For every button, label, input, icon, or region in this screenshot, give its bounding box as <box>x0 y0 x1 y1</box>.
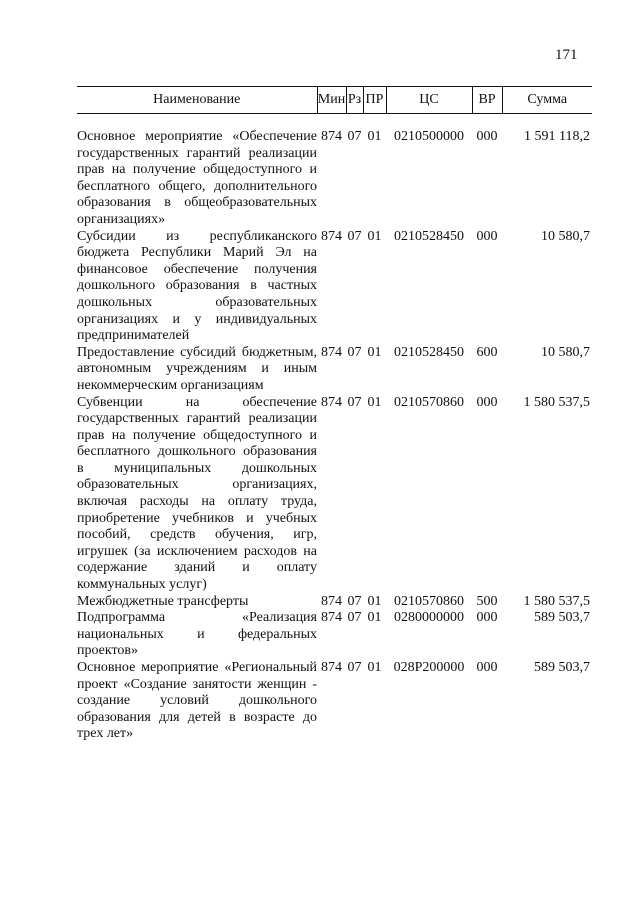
cell-min: 874 <box>321 394 342 410</box>
cell-name: Субсидии из республиканского бюджета Республики Марий Эл на финансовое обеспечение получения дошкольного образования в частных дошкольных образовательных организациях и у индивидуальных предпринимателей <box>77 228 317 344</box>
cell-cs: 0210528450 <box>394 344 464 360</box>
cell-vr: 000 <box>476 129 498 144</box>
table-row <box>77 129 592 229</box>
table-body <box>77 114 592 743</box>
table-row <box>77 594 592 611</box>
cell-cs: 0280000000 <box>394 610 464 626</box>
cell-rz: 07 <box>347 228 362 244</box>
cell-min: 874 <box>321 610 342 626</box>
cell-pr: 01 <box>367 593 382 609</box>
cell-vr: 000 <box>476 394 498 410</box>
cell-cs: 0210500000 <box>394 129 464 144</box>
cell-pr: 01 <box>367 344 382 360</box>
cell-sum: 10 580,7 <box>541 344 590 360</box>
cell-min: 874 <box>321 228 342 244</box>
header-pr: ПР <box>363 87 386 114</box>
cell-sum: 589 503,7 <box>534 660 590 675</box>
budget-table <box>77 86 592 743</box>
cell-rz: 07 <box>347 394 362 410</box>
cell-sum: 589 503,7 <box>534 610 590 626</box>
cell-name: Предоставление субсидий бюджетным, автономным учреждениям и иным некоммерческим организациям <box>77 344 317 393</box>
header-rz: Рз <box>346 87 363 114</box>
cell-name: Основное мероприятие «Региональный проект «Создание занятости женщин - создание условий дошкольного образования для детей в возрасте до трех лет» <box>77 660 317 742</box>
spacer-cell <box>77 114 592 130</box>
cell-vr: 000 <box>476 610 498 626</box>
spacer-row <box>77 114 592 130</box>
cell-min: 874 <box>321 129 342 144</box>
cell-cs: 028P200000 <box>393 660 465 675</box>
cell-cs: 0210570860 <box>394 593 464 609</box>
cell-min: 874 <box>321 593 342 609</box>
cell-rz: 07 <box>347 593 362 609</box>
cell-vr: 500 <box>476 593 498 609</box>
cell-sum: 1 580 537,5 <box>523 394 590 410</box>
cell-cs: 0210528450 <box>394 228 464 244</box>
cell-pr: 01 <box>367 228 382 244</box>
cell-name: Субвенции на обеспечение государственных гарантий реализации прав на получение общедоступного и бесплатного дошкольного образования в муниципальных дошкольных образовательных организациях, включая расходы на оплату труда, приобретение учебников и учебных пособий, средств обучения, игр, игрушек (за исключением расходов на содержание зданий и оплату коммунальных услуг) <box>77 394 317 593</box>
cell-rz: 07 <box>347 610 362 626</box>
cell-name: Основное мероприятие «Обеспечение государственных гарантий реализации прав на получение общедоступного и бесплатного общего, дополнительного образования в общеобразовательных организациях» <box>77 129 317 227</box>
page-number: 171 <box>555 47 578 63</box>
table-header-row <box>77 87 592 114</box>
cell-sum: 1 580 537,5 <box>523 593 590 609</box>
header-cs: ЦС <box>386 87 472 114</box>
cell-vr: 600 <box>476 344 498 360</box>
header-name: Наименование <box>77 87 317 114</box>
header-vr: ВР <box>472 87 502 114</box>
cell-vr: 000 <box>476 228 498 244</box>
cell-vr: 000 <box>476 660 498 675</box>
cell-min: 874 <box>321 660 342 675</box>
header-min: Мин <box>317 87 346 114</box>
cell-rz: 07 <box>347 660 362 675</box>
table-row <box>77 229 592 345</box>
table-row <box>77 660 592 743</box>
table-row <box>77 345 592 395</box>
cell-name: Подпрограмма «Реализация национальных и федеральных проектов» <box>77 610 317 659</box>
cell-name: Межбюджетные трансферты <box>77 593 249 609</box>
cell-pr: 01 <box>367 660 382 675</box>
cell-pr: 01 <box>367 610 382 626</box>
cell-pr: 01 <box>367 394 382 410</box>
cell-min: 874 <box>321 344 342 360</box>
table-row <box>77 395 592 594</box>
cell-sum: 10 580,7 <box>541 228 590 244</box>
cell-rz: 07 <box>347 129 362 144</box>
cell-rz: 07 <box>347 344 362 360</box>
header-sum: Сумма <box>502 87 592 114</box>
cell-pr: 01 <box>367 129 382 144</box>
table-row <box>77 610 592 660</box>
cell-sum: 1 591 118,2 <box>524 129 590 144</box>
cell-cs: 0210570860 <box>394 394 464 410</box>
